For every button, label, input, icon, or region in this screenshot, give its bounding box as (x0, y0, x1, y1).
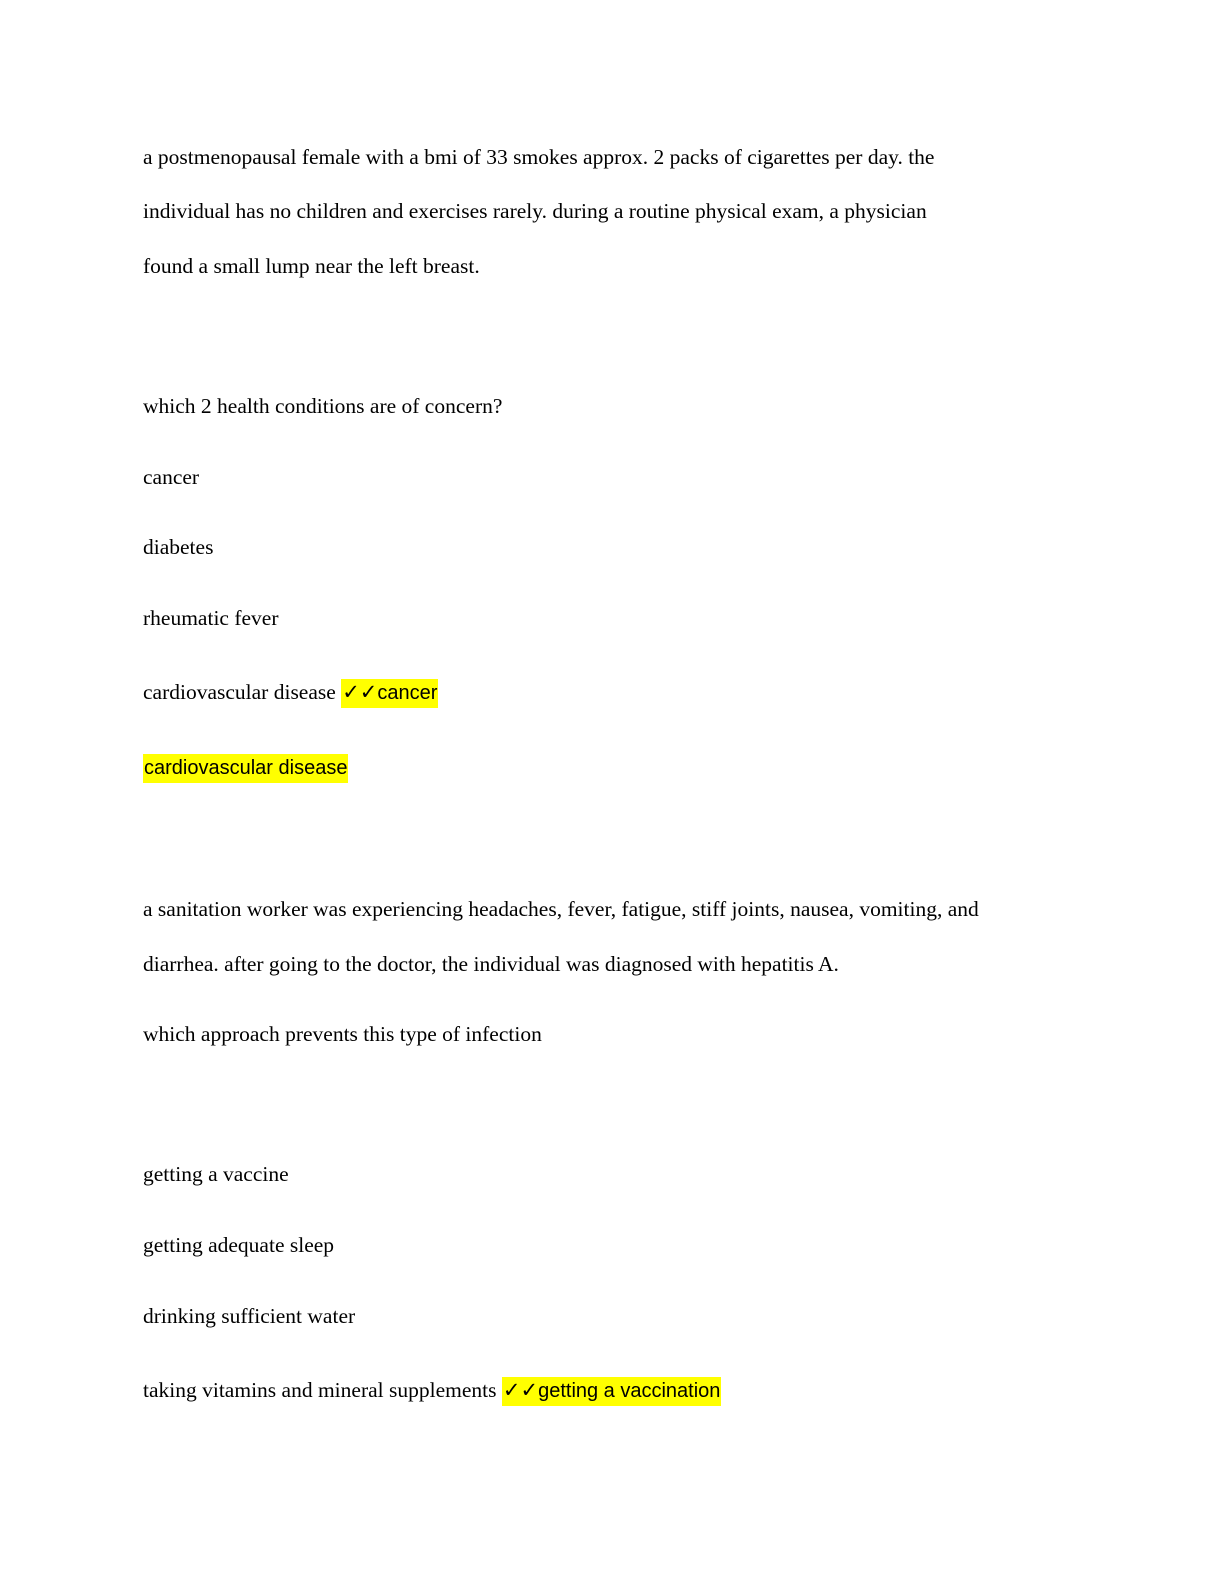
q2-scenario-line-1: a sanitation worker was experiencing headaches, fever, fatigue, stiff joints, nausea, vomiting, and (143, 897, 979, 921)
q1-answer-second: cardiovascular disease (143, 754, 348, 783)
q2-option-2: getting adequate sleep (143, 1233, 335, 1257)
q1-option-1: cancer (143, 465, 200, 489)
q1-scenario-line-2: individual has no children and exercises rarely. during a routine physical exam, a physician (143, 199, 927, 223)
check-mark-icon: ✓✓ (502, 1378, 539, 1402)
q2-option-4: taking vitamins and mineral supplements (143, 1378, 497, 1402)
q2-option-1: getting a vaccine (143, 1162, 289, 1186)
q1-option-4: cardiovascular disease (143, 680, 336, 704)
q1-answer-second-row (143, 753, 348, 782)
q2-option-4-row (143, 1376, 721, 1405)
q1-question: which 2 health conditions are of concern? (143, 394, 503, 418)
q2-option-3: drinking sufficient water (143, 1304, 356, 1328)
q1-answer-first: cancer (377, 682, 438, 704)
q2-scenario-line-2: diarrhea. after going to the doctor, the individual was diagnosed with hepatitis A. (143, 952, 839, 976)
q1-scenario-line-1: a postmenopausal female with a bmi of 33 smokes approx. 2 packs of cigarettes per day. the (143, 145, 935, 169)
q1-option-2: diabetes (143, 535, 214, 559)
q1-option-3: rheumatic fever (143, 606, 279, 630)
q1-scenario-line-3: found a small lump near the left breast. (143, 254, 480, 278)
q2-answer: getting a vaccination (538, 1380, 721, 1402)
q1-answer-highlight (341, 679, 438, 708)
q2-question: which approach prevents this type of infection (143, 1022, 542, 1046)
q1-option-4-row (143, 678, 438, 707)
check-mark-icon: ✓✓ (342, 680, 378, 704)
q2-answer-highlight (502, 1377, 722, 1406)
